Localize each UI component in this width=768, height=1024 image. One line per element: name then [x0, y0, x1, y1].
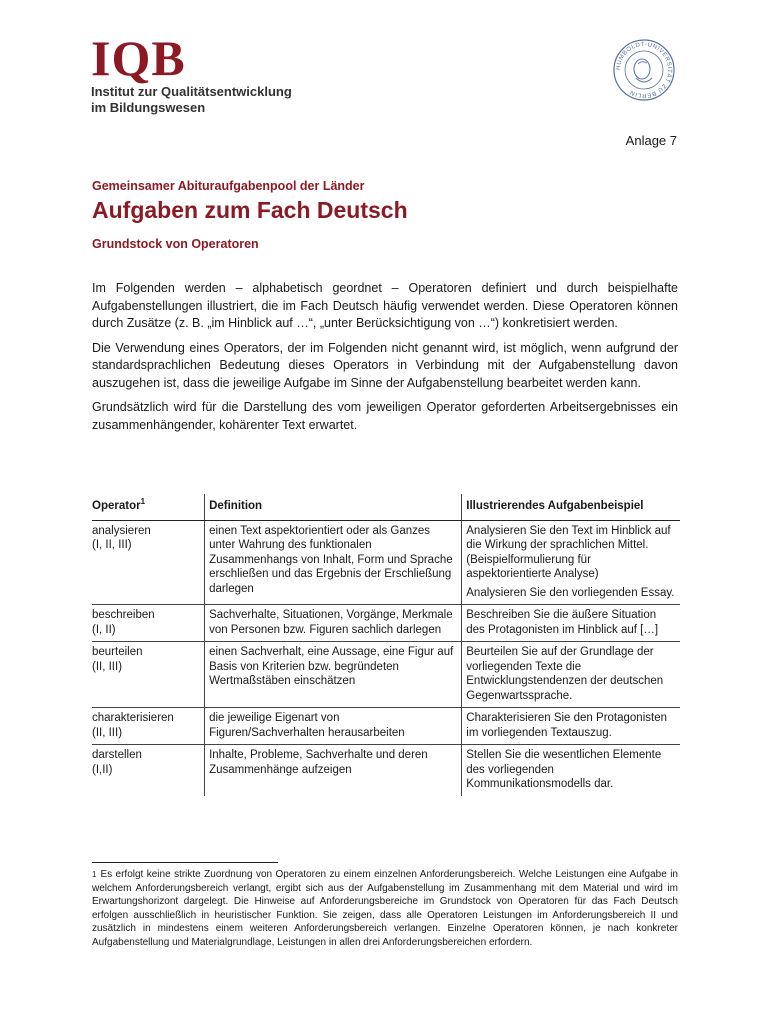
example-text-2: Analysieren Sie den vorliegenden Essay.	[466, 586, 675, 599]
header-operator	[92, 494, 205, 520]
svg-text:HUMBOLDT-UNIVERSITÄT ZU BERLIN	[616, 42, 673, 98]
operator-cell	[92, 708, 205, 745]
operators-table	[92, 494, 680, 796]
logo-institute-name	[91, 84, 292, 116]
footnote-number: 1	[92, 870, 97, 879]
page-title: Aufgaben zum Fach Deutsch	[92, 197, 408, 223]
operator-cell	[92, 520, 205, 605]
pool-heading: Gemeinsamer Abituraufgabenpool der Länder	[92, 179, 365, 193]
example-cell	[462, 520, 680, 605]
logo-line-2: im Bildungswesen	[91, 100, 206, 115]
operator-cell	[92, 642, 205, 708]
example-text: Beurteilen Sie auf der Grundlage der vorliegenden Texte die Entwicklungstendenzen der deutschen Gegenwartssprache.	[466, 646, 664, 702]
header-operator-label: Operator	[92, 500, 141, 512]
table-row	[92, 708, 680, 745]
example-text: Analysieren Sie den Text im Hinblick auf die Wirkung der sprachlichen Mittel. (Beispielformulierung für aspektorientierte Analyse)	[466, 524, 671, 580]
operator-name: charakterisieren	[92, 712, 174, 724]
page-subtitle: Grundstock von Operatoren	[92, 237, 259, 251]
header-example: Illustrierendes Aufgabenbeispiel	[462, 494, 680, 520]
definition-cell: Sachverhalte, Situationen, Vorgänge, Merkmale von Personen bzw. Figuren sachlich darlegen	[205, 605, 462, 642]
operator-cell	[92, 605, 205, 642]
intro-paragraph-1: Im Folgenden werden – alphabetisch geordnet – Operatoren definiert und durch beispielhafte Aufgabenstellungen illustriert, die im Fach Deutsch häufig verwendet werden. Diese Operatoren können durch Zusätze (z. B. „im Hinblick auf …“, „unter Berücksichtigung von …“) konkretisiert werden.	[92, 281, 678, 330]
operator-name: analysieren	[92, 524, 151, 537]
example-text: Beschreiben Sie die äußere Situation des Protagonisten im Hinblick auf […]	[466, 609, 659, 636]
seal-text: HUMBOLDT-UNIVERSITÄT ZU BERLIN	[615, 41, 673, 99]
logo-line-1: Institut zur Qualitätsentwicklung	[91, 84, 292, 99]
operator-cell	[92, 745, 205, 796]
definition-cell: die jeweilige Eigenart von Figuren/Sachverhalten herausarbeiten	[205, 708, 462, 745]
table-row	[92, 520, 680, 605]
operator-level: (II, III)	[92, 726, 123, 739]
definition-cell: einen Sachverhalt, eine Aussage, eine Figur auf Basis von Kriterien bzw. begründeten Wertmaßstäben einschätzen	[205, 642, 462, 708]
example-text: Charakterisieren Sie den Protagonisten im vorliegenden Textauszug.	[466, 712, 667, 739]
header-definition: Definition	[205, 494, 462, 520]
operator-name: beschreiben	[92, 609, 155, 621]
table-header-row	[92, 494, 680, 520]
attachment-label: Anlage 7	[625, 133, 677, 148]
operator-name: darstellen	[92, 749, 142, 761]
table-row	[92, 642, 680, 708]
operator-level: (II, III)	[92, 660, 123, 673]
example-text: Stellen Sie die wesentlichen Elemente des vorliegenden Kommunikationsmodells dar.	[466, 749, 662, 790]
logo-mark: IQB	[91, 30, 186, 86]
footnote-text: Es erfolgt keine strikte Zuordnung von Operatoren zu einem einzelnen Anforderungsbereich. Welche Leistungen eine Aufgabe in welchem Anforderungsbereich verlangt, ergibt sich aus der Aufgabenstellung im Zusammenhang mit dem Material und wird im Erwartungshorizont dargelegt. Die Hinweise auf Anforderungsbereiche im Grundstock von Operatoren für das Fach Deutsch erfolgen ausschließlich in heuristischer Funktion. Sie zeigen, dass alle Operatoren Leistungen im Anforderungsbereich II und zusätzlich in mindestens einem weiteren Anforderungsbereich verlangen. Einzelne Operatoren können, je nach konkreter Aufgabenstellung und Materialgrundlage, Leistungen in allen drei Anforderungsbereichen erfordern.	[92, 869, 678, 948]
footnote	[92, 868, 678, 949]
example-cell	[462, 708, 680, 745]
intro-paragraph-2: Die Verwendung eines Operators, der im Folgenden nicht genannt wird, ist möglich, wenn aufgrund der standardsprachlichen Bedeutung dieses Operators in Verbindung mit der Aufgabenstellung davon auszugehen ist, dass die jeweilige Aufgabe im Sinne der Aufgabenstellung bearbeitet werden kann.	[92, 340, 678, 390]
example-cell	[462, 605, 680, 642]
footnote-divider	[92, 862, 278, 863]
intro-paragraph-3: Grundsätzlich wird für die Darstellung des vom jeweiligen Operator geforderten Arbeitsergebnisses ein zusammenhängender, kohärenter Text erwartet.	[92, 400, 678, 432]
header-footnote-marker: 1	[140, 497, 146, 507]
operator-name: beurteilen	[92, 646, 143, 658]
operator-level: (I, II, III)	[92, 539, 132, 551]
humboldt-university-seal	[612, 38, 676, 102]
example-cell	[462, 642, 680, 708]
operator-level: (I,II)	[92, 763, 113, 776]
table-row	[92, 605, 680, 642]
table-row	[92, 745, 680, 796]
intro-text	[92, 280, 678, 441]
operator-level: (I, II)	[92, 623, 116, 636]
iqb-logo	[91, 30, 292, 116]
example-cell	[462, 745, 680, 796]
definition-cell: einen Text aspektorientiert oder als Ganzes unter Wahrung des funktionalen Zusammenhangs von Inhalt, Form und Sprache erschließen und das Ergebnis der Erschließung darlegen	[205, 520, 462, 605]
definition-cell: Inhalte, Probleme, Sachverhalte und deren Zusammenhänge aufzeigen	[205, 745, 462, 796]
